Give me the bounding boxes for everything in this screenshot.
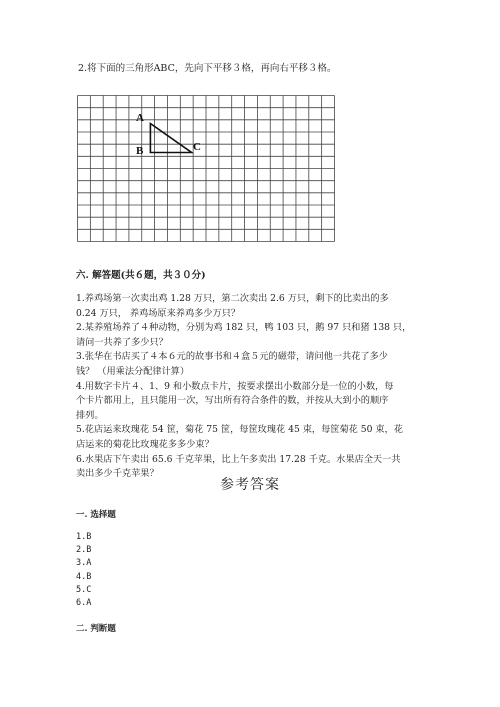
problem-line: 4.用数字卡片４、1、9 和小数点卡片，按要求摆出小数部分是一位的小数，每	[76, 380, 394, 392]
problem-line: 卖出多少千克苹果？	[76, 468, 159, 480]
problem-line: 个卡片都用上，且只能用一次，写出所有符合条件的数，并按从大到小的顺序	[76, 395, 389, 407]
answer-key-title: 参考答案	[220, 477, 280, 493]
answer-item: 4.B	[76, 571, 92, 582]
problem-line: 6.水果店下午卖出 65.6 千克苹果，比上午多卖出 17.28 千克。水果店全天一共	[76, 453, 401, 465]
grid-svg	[77, 95, 335, 242]
answer-item: 5.C	[76, 584, 92, 595]
problem-line: 请问一共养了多少只？	[76, 336, 168, 348]
answer-item: 6.A	[76, 598, 92, 608]
translation-grid-figure	[77, 95, 335, 242]
problem-line: 5.花店运来玫瑰花 54 筐，菊花 75 筐，每筐玫瑰花 45 束，每筐菊花 50 束，花	[76, 424, 403, 436]
problem-line: 2.某养殖场养了４种动物，分别为鸡 182 只，鸭 103 只，鹅 97 只和猪 138 只，	[76, 322, 412, 334]
answers-section-2-title: 二. 判断题	[76, 624, 116, 634]
vertex-label-b: B	[136, 145, 144, 157]
vertex-label-c: C	[193, 141, 201, 153]
answer-item: 3.A	[76, 558, 92, 569]
section-6-title: 六. 解答题(共６题，共３０分)	[76, 270, 206, 281]
vertex-label-a: A	[136, 112, 144, 124]
triangle-shape	[150, 124, 191, 153]
problem-line: 0.24 万只， 养鸡场原来养鸡多少万只？	[76, 307, 241, 319]
question-2-text: 2.将下面的三角形ABC，先向下平移３格，再向右平移３格。	[78, 63, 337, 74]
answers-section-1-title: 一. 选择题	[76, 510, 116, 520]
grid-lines	[78, 96, 335, 242]
problem-line: 钱？ （用乘法分配律计算）	[76, 366, 190, 377]
problem-line: 排列。	[76, 409, 104, 421]
answer-item: 2.B	[76, 545, 92, 556]
answer-item: 1.B	[76, 532, 92, 542]
problem-line: 3.张华在书店买了４本６元的故事书和４盒５元的磁带，请问他一共花了多少	[76, 351, 388, 363]
problem-line: 店运来的菊花比玫瑰花多多少束？	[76, 439, 214, 450]
problem-line: 1.养鸡场第一次卖出鸡 1.28 万只，第二次卖出 2.6 万只，剩下的比卖出的多	[76, 293, 389, 304]
triangle-abc	[136, 112, 201, 157]
